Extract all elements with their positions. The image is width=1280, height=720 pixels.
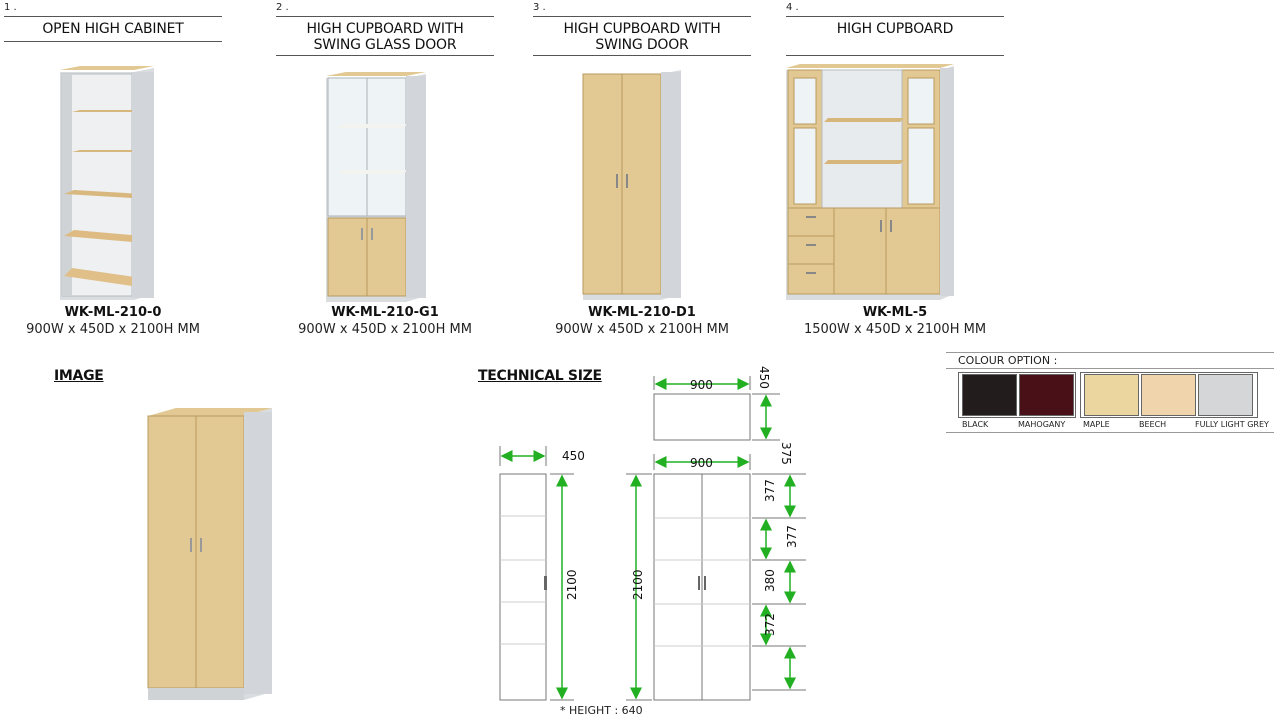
divider xyxy=(786,16,1004,17)
dim-side-depth: 450 xyxy=(562,449,585,463)
swatch-fully-light-grey[interactable] xyxy=(1198,374,1253,416)
dim-shelf-3: 380 xyxy=(763,569,777,592)
divider xyxy=(533,55,751,56)
product-title: HIGH CUPBOARD WITH SWING DOOR xyxy=(563,21,721,53)
product-title: HIGH CUPBOARD xyxy=(836,21,954,37)
divider xyxy=(946,368,1274,369)
swatch-label: BEECH xyxy=(1139,420,1167,429)
swatch-label: MAHOGANY xyxy=(1018,420,1066,429)
product-number: 3 . xyxy=(533,2,546,13)
product-number: 1 . xyxy=(4,2,17,13)
divider xyxy=(276,55,494,56)
high-cupboard-image xyxy=(786,64,956,302)
divider xyxy=(786,55,1004,56)
product-title: HIGH CUPBOARD WITH SWING GLASS DOOR xyxy=(306,21,464,53)
swatch-label: FULLY LIGHT GREY xyxy=(1195,420,1269,429)
product-dimensions: 900W x 450D x 2100H MM xyxy=(298,322,472,337)
dim-shelf-1: 377 xyxy=(763,479,777,502)
product-number: 4 . xyxy=(786,2,799,13)
product-code: WK-ML-210-G1 xyxy=(331,305,439,320)
cupboard-large-image xyxy=(146,406,276,702)
open-high-cabinet-image xyxy=(54,64,164,302)
product-number: 2 . xyxy=(276,2,289,13)
divider xyxy=(946,432,1274,433)
dim-top-height: 375 xyxy=(779,442,793,465)
divider xyxy=(4,41,222,42)
swatch-label: MAPLE xyxy=(1083,420,1110,429)
colour-option-panel xyxy=(946,352,1274,432)
product-dimensions: 1500W x 450D x 2100H MM xyxy=(803,322,987,337)
divider xyxy=(533,16,751,17)
side-view xyxy=(500,474,546,700)
swatch-mahogany[interactable] xyxy=(1019,374,1074,416)
top-view xyxy=(654,394,750,440)
height-note: * HEIGHT : 640 xyxy=(560,704,643,717)
swatch-maple[interactable] xyxy=(1084,374,1139,416)
swatch-beech[interactable] xyxy=(1141,374,1196,416)
product-code: WK-ML-5 xyxy=(862,305,928,320)
glass-door-cupboard-image xyxy=(322,72,432,302)
divider xyxy=(4,16,222,17)
dim-shelf-2: 377 xyxy=(785,525,799,548)
divider xyxy=(946,352,1274,353)
image-section-title: IMAGE xyxy=(54,368,104,384)
product-title: OPEN HIGH CABINET xyxy=(42,21,184,37)
technical-section-title: TECHNICAL SIZE xyxy=(478,368,602,384)
product-code: WK-ML-210-D1 xyxy=(588,305,696,320)
product-code: WK-ML-210-0 xyxy=(64,305,162,320)
swing-door-cupboard-image xyxy=(581,70,685,302)
colour-option-title: COLOUR OPTION : xyxy=(958,354,1058,367)
swatch-black[interactable] xyxy=(962,374,1017,416)
dim-front-height: 2100 xyxy=(631,569,645,600)
dim-shelf-4: 372 xyxy=(763,613,777,636)
swatch-label: BLACK xyxy=(962,420,989,429)
divider xyxy=(276,16,494,17)
dim-front-width: 900 xyxy=(690,456,713,470)
product-dimensions: 900W x 450D x 2100H MM xyxy=(555,322,729,337)
technical-drawing xyxy=(490,354,820,714)
dim-top-width: 900 xyxy=(690,378,713,392)
dim-top-depth: 450 xyxy=(757,366,771,389)
dim-side-height: 2100 xyxy=(565,569,579,600)
product-dimensions: 900W x 450D x 2100H MM xyxy=(26,322,200,337)
